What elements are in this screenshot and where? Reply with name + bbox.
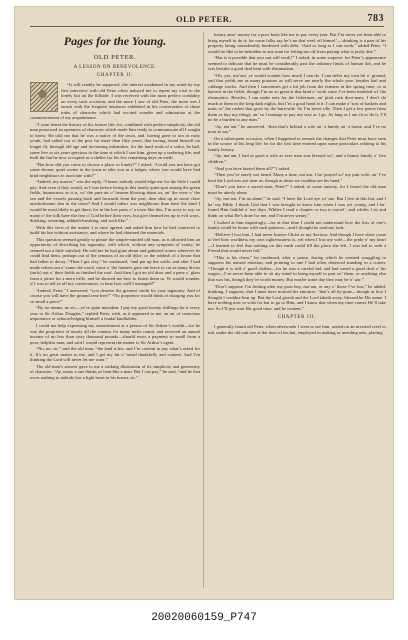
paragraph: luxury amo’ money for a poor body like me to pay every year. But I’m never yet been able to bring myself to do it; for some folks say he’s no that weel off himsel’,—drinking is a part of his property being considerably burdened with debt. “And so long as I can work,” added Peter, “I would no like to be beholden to any man for letting me off from paying what is justly due.” <box>208 32 386 54</box>
paragraph: “Ay, ma’am, I’m no alane,” he said, “I have the Lord aye wi’ me. But I live in this hut, and I ha’ my Bible. I thank God that I was brought to know him when I was yet young, and I ha’ found Him faithful a’ my days. Whiles I read a chapter or twa to mysel’, and whiles I sit and think on what He’s done for me, and I’m never weary.” <box>208 196 386 218</box>
paragraph: “Don’t suppose I’m fretting after my poor boy, ma’am, or any o’ those I’ve lost,” he added, thinking, I suppose, that I must have noticed his emotion; “that’s all by-gone—though at first I thought I couldna bear up. But the Lord giveth and the Lord taketh away; blessed be His name. I have nothing now to wish for but to go to Him, and I know that when my time comes He’ll take me. So I’ll just wait His good time, and be content.” <box>208 283 386 311</box>
paragraph: “Indeed, my master,” was the reply, “I know nobody would edge me for the little I could pay. And even if they would, as I was before living in this lonely quiet spot among the green fields, humourous as it is, wi’ the pure air o’ heaven blowing about us, an’ the view o’ the sea and the vessels passing back and forwards from the port, then shut up in some close unwholesome den in the town? And I would rather was neighbours than have the kind I would be most likely to get there; for in the low parts o’ a town like this, I’m sorry to say, so many o’ the folk have the fear o’ God before their eyes, but give themselves up to evil ways, drinking, swearing, sabbath-breaking, and such like.” <box>30 179 200 224</box>
page-number: 783 <box>367 13 384 24</box>
paragraph: “Believe I lost him, I had never known Christ as my Saviour. And though I have since come to feel how worthless my own righteousness is, yet when I lost my wife—the pride o’ my heart—I learned to feel that nothing on this earth could fill the place she left. I was led to seek a Friend that would never fail.” <box>208 231 386 254</box>
paragraph: “It will readily be supposed, the interest awakened in my mind by my first interview with old Peter often induced me to repeat my visit to the lonely hut on the hillside. I was received with the most perfect cordiality on every such occasion; and the more I saw of old Peter, the more was I struck with the frequent instances exhibited in his conversation of those traits of character which had excited wonder and admiration at the commencement of my acquaintance. <box>30 82 200 121</box>
story-subtitle: A LESSON ON BENEVOLENCE. <box>73 65 157 70</box>
paragraph: “Don’t you have a sacred man, Peter?” I asked, in some anxiety, for I feared the old man must be utterly alone. <box>208 184 386 195</box>
header-rule <box>30 26 384 27</box>
page-sheet <box>14 6 394 600</box>
paragraph: “Indeed, Peter,” I answered, “you deserve the greatest credit for your ingenuity. And of course you will have the ground rent-free?” “No proprietor would think of charging you for so small a piece!” <box>30 287 200 304</box>
column-divider <box>203 32 204 588</box>
paragraph: “Ay, ma’am, I had as good a wife as ever man was blessed wi’, and a bonny family o’ five children.” <box>208 153 386 165</box>
paragraph: With this view of the matter I at once agreed, and asked him how he had contrived to build his hut without assistance, and where he had obtained the materials. <box>30 224 200 236</box>
section-title: Pages for the Young. <box>63 34 167 48</box>
paragraph: This question seemed greatly to please the simple-minded old man, as it afforded him an opportunity of describing his ingenuity, with which, without any symptom of vanity, he seemed not a little satisfied. He told me he had gone about and gathered stones wherever he could find them, perhaps out of the remains of an old dyke, or the rubbish of a house that had fallen to decay. “Then I got clay,” he continued, “and put up the walls; and after I had made rafters out o’ some old wood, some o’ the farmers gave me leave to cut as many divots (turfs) out o’ their fields as finished the roof. And then I got an old door and a pane o’ glass from a joiner for a mere trifle, and he showed me how to fasten them in. Ye would wonder, if I was to tell ye all my contrivances, to hear how well I managed!” <box>30 236 200 287</box>
paragraph: “And you have buried them all?” I asked. <box>214 165 291 171</box>
paragraph: “Ay, ma’am,” he answered, “then that’s behind a wife an’ a family an’ a home, and I’ve no mair to say.” <box>208 123 386 135</box>
running-title: OLD PETER. <box>175 14 232 24</box>
story-title: OLD PETER. <box>93 54 137 61</box>
right-paragraphs <box>208 32 386 311</box>
chapter-heading: CHAPTER II. <box>96 73 134 78</box>
paragraph: “Then you’ve surely not heard. Many a time, ma’am, I ha’ prayed wi’ my puir wife; an’ I’ve kent the Lord was aye near us, though at times we couldna see his hand.” <box>208 172 386 183</box>
paragraph: “But how did you come to choose a place so lonely?” I asked. “Could you not have got some decent, quiet rooms in the town to take you as a lodger, where you would have had kind neighbours to associate with?” <box>30 161 200 178</box>
paragraph: “But is it possible that you can still work?” I asked, in some surprise; for Peter’s appearance seemed to indicate that he must be considerably past the ordinary limits of human life, and he was besides a good deal bent with rheumatism. <box>208 55 386 72</box>
left-column <box>30 32 200 381</box>
paragraph: “This is his chest,” he continued, after a pause, during which he seemed struggling to suppress his natural emotion, and pointing to one I had often observed standing in a corner. “Though it is full o’ good clothes—for he was a careful lad, and had saved a good deal o’ his wages—I’ve never been able to sit my mind to bring myself to part wi’ them, or anything else that was his, though they’re worth money. But maybe some day they may be o’ use.” <box>208 254 386 282</box>
left-paragraphs <box>30 82 200 380</box>
chapter-heading-iii: CHAPTER III. <box>277 315 317 321</box>
right-column <box>208 32 386 336</box>
paragraph: On a subsequent occasion, when I happened to remark the changes that Peter must have seen in the course of his long life, he for the first time entered upon some particulars relating to his family history. <box>208 135 386 152</box>
drop-cap-illustration <box>30 82 58 112</box>
paragraph: “Oh, yes, ma’am, ye would wonder how much I can do. I can delve my own bit o’ ground, and that yields me as many potatoes as will serve me nearly the whole year, besides kail and cabbage stocks. And then I sometimes get a bit job from the farmers in the spring time, or at harvest in the fields; though I’m no so great at that kind o’ work since I’ve been troubled wi’ the rheumatics. Besides, I can make nets for the fishermen, an’ plait rush door-mats. I don’t do much at them in the long dark nights, but I’m a good hand at it. I can make a’ sort of baskets and mats wi’ the rushes that grow by the burn-side. So I’m never idle. Then I get a few pence from them as buy my things, an’ so I manage to pay my way as I go. As lang as I am fit to do it, I’ll no be a burden to any man.” <box>208 72 386 123</box>
paragraph: The old man’s answer gave to me a striking illustration of its simplicity and generosity of character. “Ay, many a one thinks ye lean-like a man. But I can pay,” he said, “and he that owes nothing to nobody has a light heart in his breast, sir.” <box>30 363 200 380</box>
paragraph: “I soon learnt the history of his former life; for, combined with perfect simplicity, the old man possessed an openness of character which made him ready to communicate all I sought to know. He told me that he was a native of the town, and, having gone to sea in early youth, had sailed out of the port for more than fifty years; that having found himself no longer fit, through old age and increasing infirmities, for the hard work of a sailor, he had, some five or six years previous to the time at which I saw him, given up a seafaring life, and built the hut he now occupied as a shelter for his few remaining days on earth. <box>30 121 200 161</box>
paragraph: “By no means, no sir,—ye’re quite mistaken. I pay my good twenty shillings for it every year to Sir Arthur Douglas,” replied Peter, with, as it appeared to me, an air of conscious importance or acknowledging himself a feudal landholder. <box>30 305 200 322</box>
image-caption: 20020060159_P747 <box>151 612 257 624</box>
closing-paragraph: I generally found old Peter, when afterwards I went to see him, seated on an inverted creel or tub, under the old oak tree at the door of his hut, employed in making or mending nets, plaiting <box>208 324 386 335</box>
paragraph: I could not help expressing my astonishment at a person of Sir Arthur’s wealth—for he was the proprietor of nearly all the country for many miles round, and received an annual income of no less than sixty thousand pounds—should exact a payment so small from a poor, helpless man, and said I would represent the matter to Sir Arthur’s agent. <box>30 322 200 345</box>
paragraph: I looked at him inquiringly—for at that time I could not understand how the loss of one’s family could be borne with such patience—and I thought he read my look. <box>208 219 386 231</box>
paragraph: “No, no, sir,” said the old man, “the land is his, and I’m content to pay what’s asked for it. It’s no great matter to me, and I get my bit o’ bread thankfully and content. And I’m thinking the Lord will never let me want.” <box>30 346 200 363</box>
